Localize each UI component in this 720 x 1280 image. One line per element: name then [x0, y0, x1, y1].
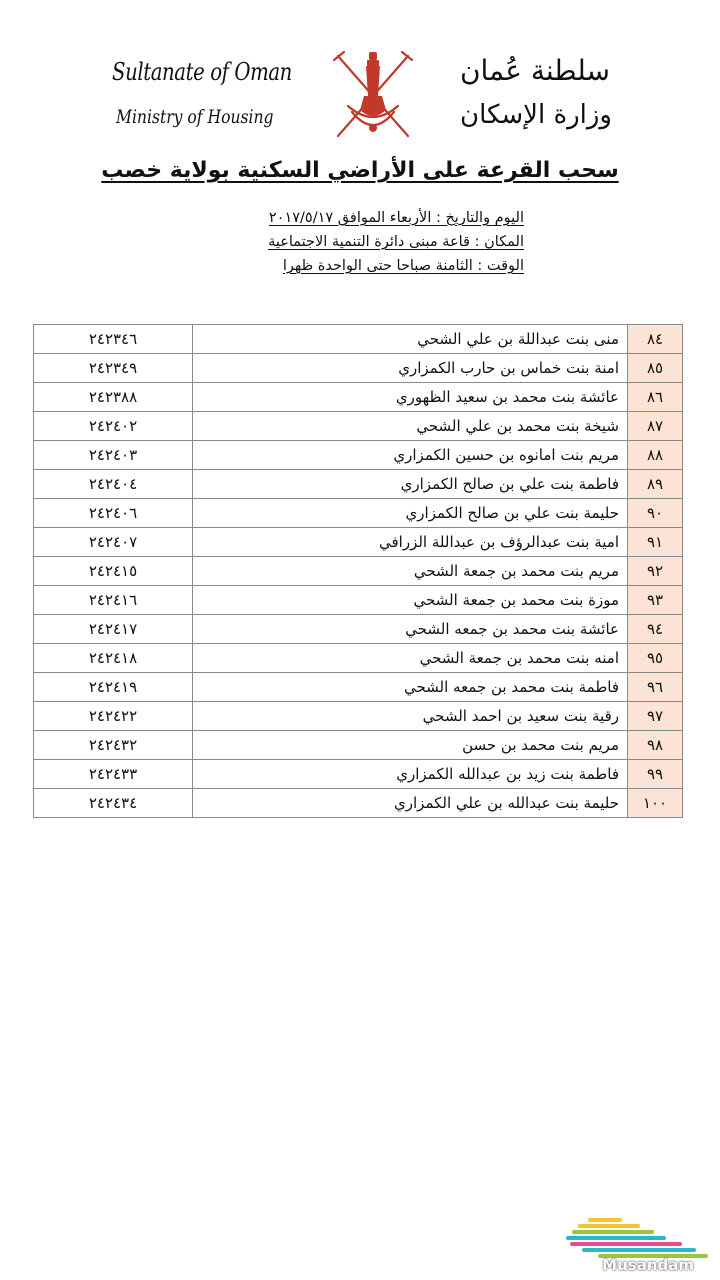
applicant-name: عائشة بنت محمد بن جمعه الشحي	[193, 615, 628, 644]
row-number: ٩٣	[628, 586, 683, 615]
applicant-name: مريم بنت امانوه بن حسين الكمزاري	[193, 441, 628, 470]
application-number: ٢٤٢٣٨٨	[34, 383, 193, 412]
event-place: المكان : قاعة مبنى دائرة التنمية الاجتماعية	[268, 234, 524, 250]
table-row	[34, 499, 683, 528]
event-details	[268, 206, 524, 278]
row-number: ٨٨	[628, 441, 683, 470]
document-title: سحب القرعة على الأراضي السكنية بولاية خصب	[101, 158, 619, 183]
application-number: ٢٤٢٤٢٢	[34, 702, 193, 731]
application-number: ٢٤٢٣٤٩	[34, 354, 193, 383]
ministry-name-ar: وزارة الإسكان	[460, 100, 612, 130]
application-number: ٢٤٢٤٠٣	[34, 441, 193, 470]
table-row	[34, 383, 683, 412]
row-number: ٩٨	[628, 731, 683, 760]
table-row	[34, 673, 683, 702]
applicant-name: امية بنت عبدالرؤف بن عبداللة الزرافي	[193, 528, 628, 557]
watermark-text: Musandam	[602, 1256, 694, 1274]
applicant-name: امنه بنت محمد بن جمعة الشحي	[193, 644, 628, 673]
row-number: ١٠٠	[628, 789, 683, 818]
table-row	[34, 325, 683, 354]
lottery-results-table	[33, 324, 683, 818]
application-number: ٢٤٢٤٣٢	[34, 731, 193, 760]
application-number: ٢٤٢٤١٧	[34, 615, 193, 644]
table-row	[34, 789, 683, 818]
table-row	[34, 644, 683, 673]
application-number: ٢٤٢٤١٩	[34, 673, 193, 702]
table-row	[34, 441, 683, 470]
application-number: ٢٤٢٤٣٣	[34, 760, 193, 789]
table-row	[34, 470, 683, 499]
table-row	[34, 615, 683, 644]
table-row	[34, 528, 683, 557]
application-number: ٢٤٢٤٠٦	[34, 499, 193, 528]
application-number: ٢٤٢٤٠٤	[34, 470, 193, 499]
application-number: ٢٤٢٤١٥	[34, 557, 193, 586]
row-number: ٩١	[628, 528, 683, 557]
applicant-name: فاطمة بنت علي بن صالح الكمزاري	[193, 470, 628, 499]
letterhead	[0, 40, 720, 150]
applicant-name: عائشة بنت محمد بن سعيد الظهوري	[193, 383, 628, 412]
table-row	[34, 354, 683, 383]
table-row	[34, 586, 683, 615]
applicant-name: مريم بنت محمد بن حسن	[193, 731, 628, 760]
row-number: ٩٥	[628, 644, 683, 673]
row-number: ٩٠	[628, 499, 683, 528]
oman-emblem-icon	[328, 48, 418, 144]
event-date: اليوم والتاريخ : الأربعاء الموافق ٢٠١٧/٥/١٧	[268, 210, 524, 226]
application-number: ٢٤٢٤١٦	[34, 586, 193, 615]
row-number: ٩٢	[628, 557, 683, 586]
application-number: ٢٤٢٤٠٢	[34, 412, 193, 441]
applicant-name: موزة بنت محمد بن جمعة الشحي	[193, 586, 628, 615]
country-name-en: Sultanate of Oman	[112, 58, 292, 86]
row-number: ٨٩	[628, 470, 683, 499]
row-number: ٩٤	[628, 615, 683, 644]
application-number: ٢٤٢٤١٨	[34, 644, 193, 673]
ministry-name-en: Ministry of Housing	[116, 106, 274, 128]
applicant-name: منى بنت عبداللة بن علي الشحي	[193, 325, 628, 354]
application-number: ٢٤٢٤٣٤	[34, 789, 193, 818]
row-number: ٨٧	[628, 412, 683, 441]
applicant-name: حليمة بنت عبدالله بن علي الكمزاري	[193, 789, 628, 818]
applicant-name: فاطمة بنت محمد بن جمعه الشحي	[193, 673, 628, 702]
row-number: ٩٦	[628, 673, 683, 702]
applicant-name: رقية بنت سعيد بن احمد الشحي	[193, 702, 628, 731]
applicant-name: شيخة بنت محمد بن علي الشحي	[193, 412, 628, 441]
table-row	[34, 760, 683, 789]
table-row	[34, 557, 683, 586]
application-number: ٢٤٢٤٠٧	[34, 528, 193, 557]
row-number: ٨٥	[628, 354, 683, 383]
applicant-name: حليمة بنت علي بن صالح الكمزاري	[193, 499, 628, 528]
row-number: ٨٤	[628, 325, 683, 354]
table-row	[34, 731, 683, 760]
musandam-watermark	[560, 1212, 710, 1274]
applicant-name: مريم بنت محمد بن جمعة الشحي	[193, 557, 628, 586]
row-number: ٨٦	[628, 383, 683, 412]
row-number: ٩٩	[628, 760, 683, 789]
table-row	[34, 702, 683, 731]
event-time: الوقت : الثامنة صباحا حتى الواحدة ظهرا	[282, 258, 524, 274]
row-number: ٩٧	[628, 702, 683, 731]
applicant-name: فاطمة بنت زيد بن عبدالله الكمزاري	[193, 760, 628, 789]
application-number: ٢٤٢٣٤٦	[34, 325, 193, 354]
country-name-ar: سلطنة عُمان	[459, 54, 610, 87]
table-row	[34, 412, 683, 441]
applicant-name: امنة بنت خماس بن حارب الكمزاري	[193, 354, 628, 383]
